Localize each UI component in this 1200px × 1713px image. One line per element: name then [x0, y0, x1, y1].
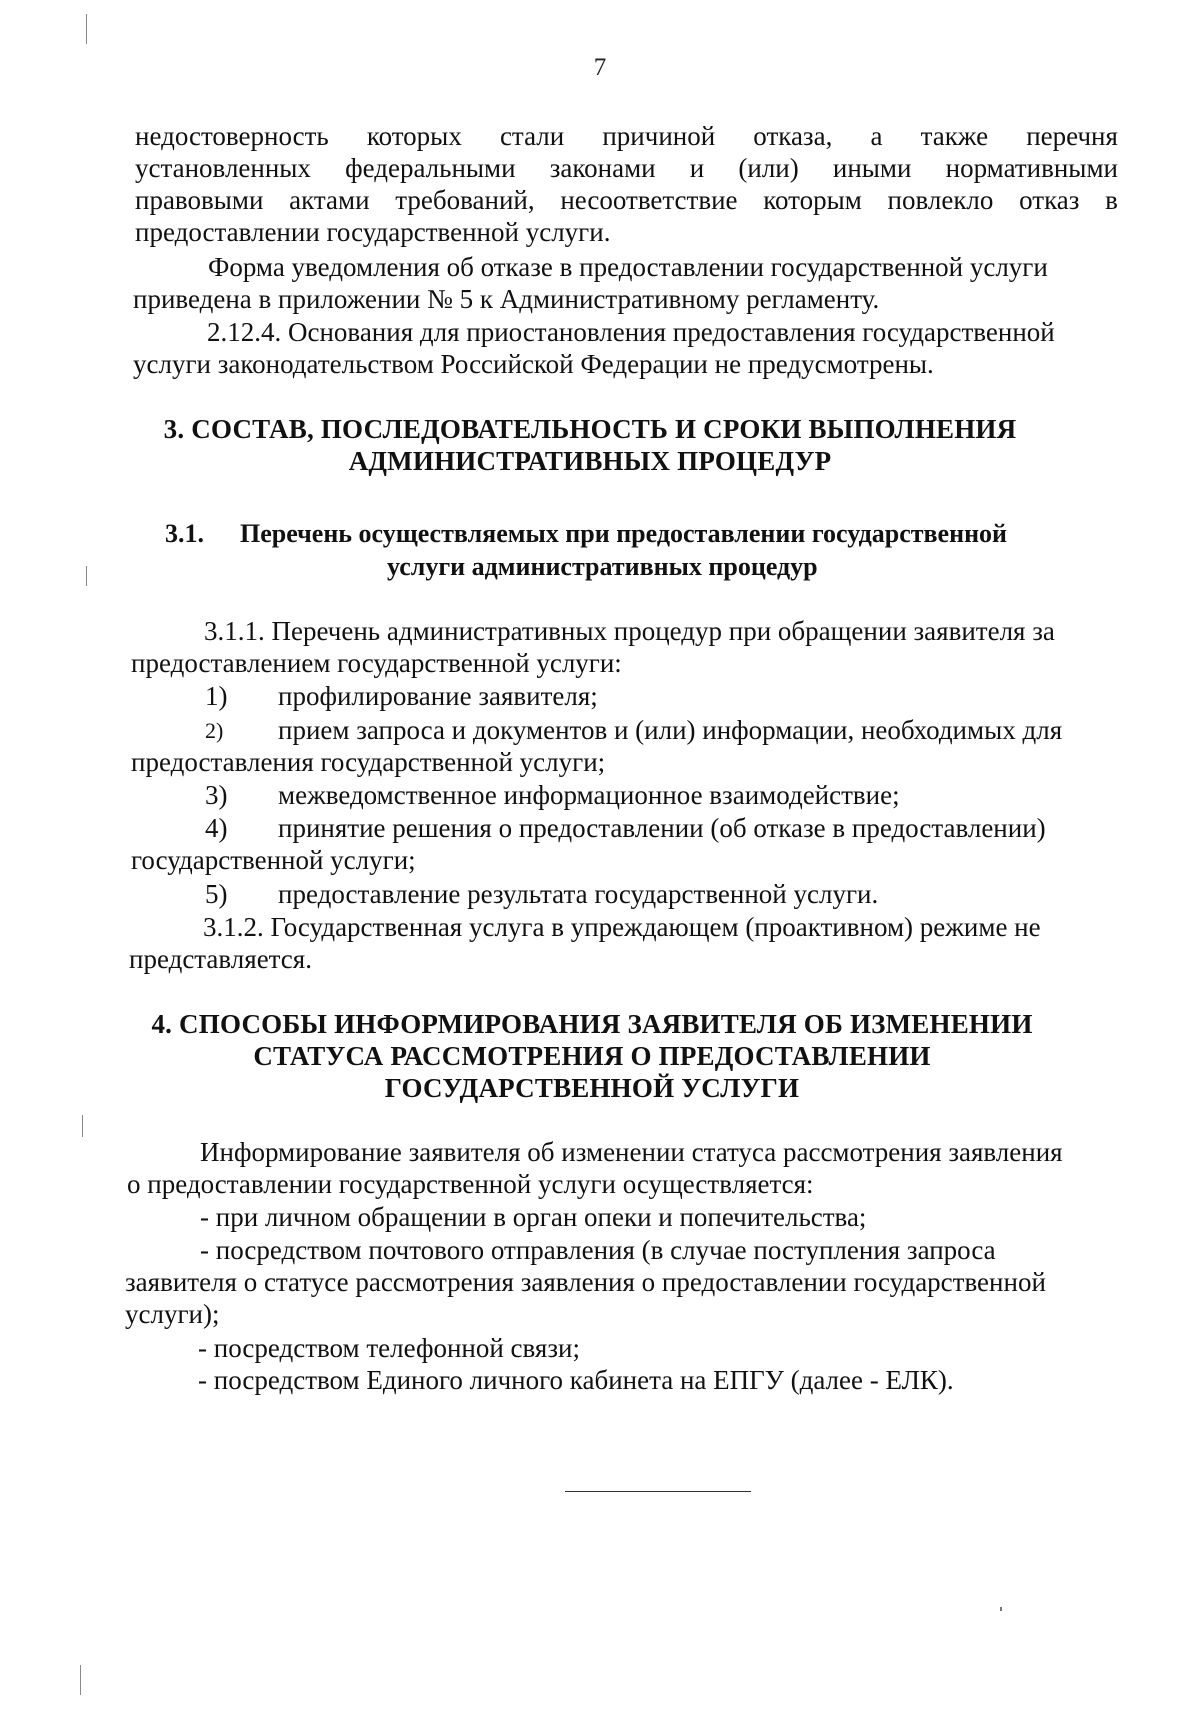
p4-bullet-2-line-1: - посредством почтового отправления (в случае поступления запроса — [200, 1235, 996, 1265]
scan-dot — [1000, 1607, 1002, 1611]
subsection-3-1-number: 3.1. — [165, 519, 204, 548]
p3-line-1: 2.12.4. Основания для приостановления предоставления государственной — [207, 317, 1055, 347]
list-item-3-number: 3) — [205, 780, 228, 810]
p4-line-1: Информирование заявителя об изменении статуса рассмотрения заявления — [200, 1137, 1063, 1167]
p312-line-1: 3.1.2. Государственная услуга в упреждающем (проактивном) режиме не — [203, 912, 1041, 942]
section-4-heading-line-1: 4. СПОСОБЫ ИНФОРМИРОВАНИЯ ЗАЯВИТЕЛЯ ОБ ИЗМЕНЕНИИ — [151, 1009, 1033, 1039]
section-4-heading-line-2: СТАТУСА РАССМОТРЕНИЯ О ПРЕДОСТАВЛЕНИИ — [253, 1041, 931, 1071]
list-item-4-number: 4) — [205, 813, 228, 843]
list-item-5-text: предоставление результата государственной услуги. — [278, 879, 879, 909]
p2-line-2: приведена в приложении № 5 к Административному регламенту. — [133, 284, 880, 314]
scan-mark-mid — [86, 566, 87, 586]
scan-mark-top — [86, 14, 87, 44]
list-item-2-number: 2) — [205, 718, 224, 743]
section-3-heading-line-1: 3. СОСТАВ, ПОСЛЕДОВАТЕЛЬНОСТЬ И СРОКИ ВЫПОЛНЕНИЯ — [163, 414, 1017, 444]
p4-bullet-4: - посредством Единого личного кабинета на ЕПГУ (далее - ЕЛК). — [198, 1365, 954, 1395]
p4-line-2: о предоставлении государственной услуги осуществляется: — [127, 1169, 814, 1199]
p4-bullet-2-line-2: заявителя о статусе рассмотрения заявления о предоставлении государственной — [125, 1267, 1046, 1297]
scan-mark-bottom — [80, 1665, 81, 1695]
p1-line-2: установленных федеральными законами и (или) иными нормативными — [135, 153, 1118, 183]
subsection-3-1-heading-line-1: Перечень осуществляемых при предоставлении государственной — [240, 519, 1008, 548]
p311-line-2: предоставлением государственной услуги: — [131, 648, 622, 678]
list-item-2-text-line-2: предоставления государственной услуги; — [131, 747, 606, 777]
p2-line-1: Форма уведомления об отказе в предоставлении государственной услуги — [208, 252, 1048, 282]
scan-mark-lower — [82, 1115, 83, 1137]
section-3-heading-line-2: АДМИНИСТРАТИВНЫХ ПРОЦЕДУР — [348, 446, 832, 476]
list-item-4-text-line-1: принятие решения о предоставлении (об отказе в предоставлении) — [278, 813, 1046, 843]
p1-line-1: недостоверность которых стали причиной отказа, а также перечня — [135, 121, 1118, 151]
list-item-2-text-line-1: прием запроса и документов и (или) информации, необходимых для — [278, 715, 1063, 745]
p4-bullet-2-line-3: услуги); — [125, 1299, 220, 1329]
page-number: 7 — [593, 54, 607, 81]
section-4-heading-line-3: ГОСУДАРСТВЕННОЙ УСЛУГИ — [384, 1073, 800, 1103]
p312-line-2: представляется. — [129, 944, 312, 974]
list-item-1-text: профилирование заявителя; — [278, 681, 598, 711]
p4-bullet-1: - при личном обращении в орган опеки и попечительства; — [200, 1202, 867, 1232]
list-item-4-text-line-2: государственной услуги; — [131, 845, 416, 875]
p1-line-4: предоставлении государственной услуги. — [135, 217, 611, 247]
p1-line-3: правовыми актами требований, несоответствие которым повлекло отказ в — [135, 185, 1118, 215]
end-rule — [565, 1491, 751, 1492]
subsection-3-1-heading-line-2: услуги административных процедур — [387, 552, 818, 581]
list-item-3-text: межведомственное информационное взаимодействие; — [278, 780, 900, 810]
list-item-1-number: 1) — [205, 681, 228, 711]
p4-bullet-3: - посредством телефонной связи; — [198, 1333, 580, 1363]
list-item-5-number: 5) — [205, 879, 228, 909]
p3-line-2: услуги законодательством Российской Федерации не предусмотрены. — [133, 349, 934, 379]
p311-line-1: 3.1.1. Перечень административных процедур при обращении заявителя за — [204, 616, 1055, 646]
